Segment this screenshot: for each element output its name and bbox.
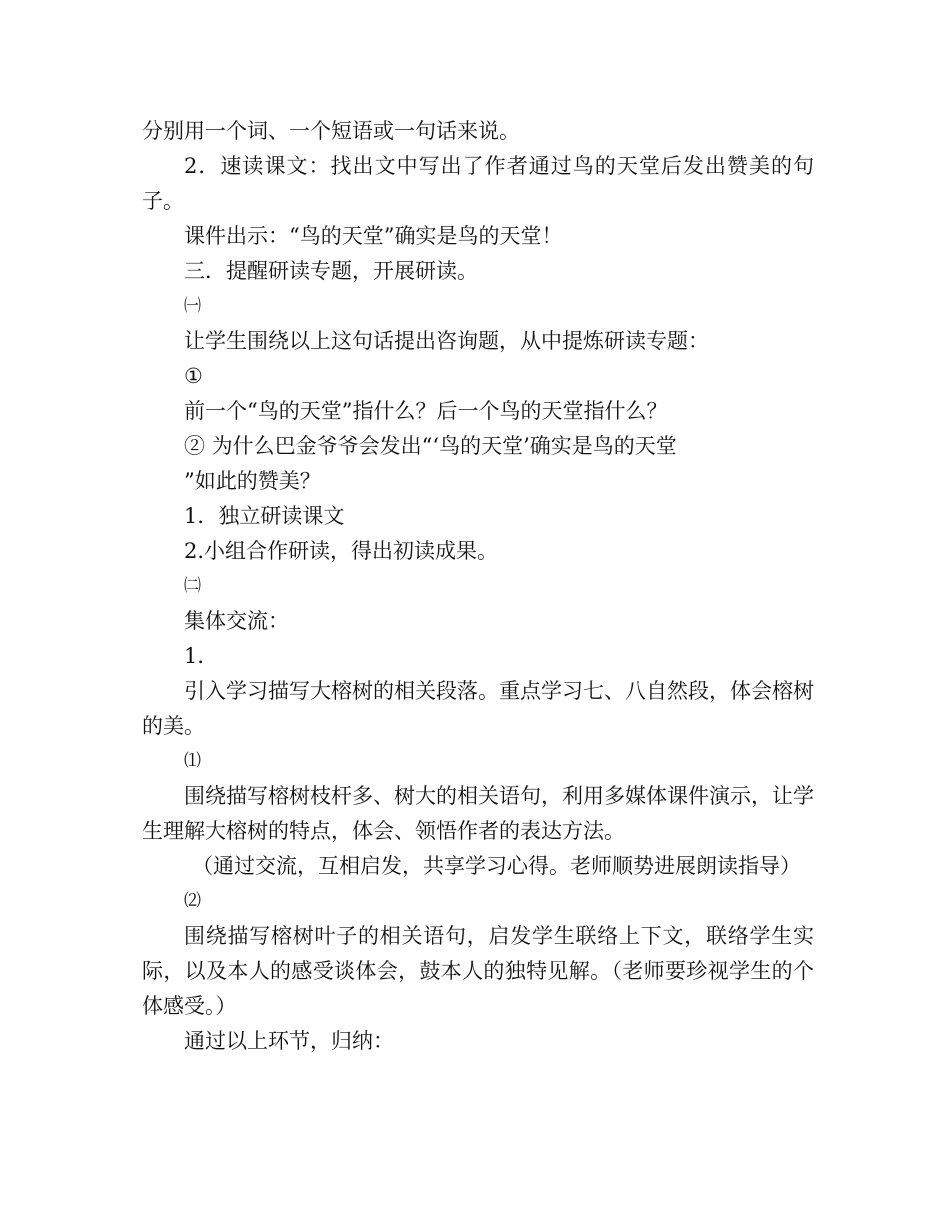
- paragraph: 引入学习描写大榕树的相关段落。重点学习七、八自然段，体会榕树的美。: [142, 679, 814, 738]
- paragraph: （通过交流，互相启发，共享学习心得。老师顺势进展朗读指导）: [192, 854, 801, 878]
- list-marker: ⑵: [184, 891, 201, 911]
- paragraph: 2．速读课文：找出文中写出了作者通过鸟的天堂后发出赞美的句子。: [142, 154, 814, 213]
- list-marker: ①: [184, 364, 203, 388]
- paragraph: 2.小组合作研读，得出初读成果。: [184, 539, 499, 563]
- document-body: [142, 114, 814, 1059]
- paragraph: 课件出示：“鸟的天堂”确实是鸟的天堂！: [184, 224, 563, 248]
- paragraph: 围绕描写榕树枝杆多、树大的相关语句，利用多媒体课件演示，让学生理解大榕树的特点，体会、领悟作者的表达方法。: [142, 784, 814, 843]
- paragraph: 前一个“鸟的天堂”指什么？后一个鸟的天堂指什么？: [184, 399, 668, 423]
- paragraph: 分别用一个词、一个短语或一句话来说。: [142, 119, 520, 143]
- paragraph: 围绕描写榕树叶子的相关语句，启发学生联络上下文，联络学生实际，以及本人的感受谈体会，鼓本人的独特见解。（老师要珍视学生的个体感受。）: [142, 924, 814, 1018]
- paragraph: ”如此的赞美？: [184, 469, 321, 493]
- paragraph: 集体交流：: [184, 609, 289, 633]
- list-marker: ⑴: [184, 751, 201, 771]
- paragraph: 1．独立研读课文: [184, 504, 345, 528]
- paragraph: ② 为什么巴金爷爷会发出“‘鸟的天堂’确实是鸟的天堂: [184, 434, 677, 458]
- section-heading: 三．提醒研读专题，开展研读。: [184, 259, 478, 283]
- paragraph: 通过以上环节，归纳：: [184, 1029, 394, 1053]
- list-marker: 1．: [184, 644, 219, 668]
- list-marker: ㈠: [184, 296, 201, 316]
- paragraph: 让学生围绕以上这句话提出咨询题，从中提炼研读专题：: [184, 329, 709, 353]
- list-marker: ㈡: [184, 576, 201, 596]
